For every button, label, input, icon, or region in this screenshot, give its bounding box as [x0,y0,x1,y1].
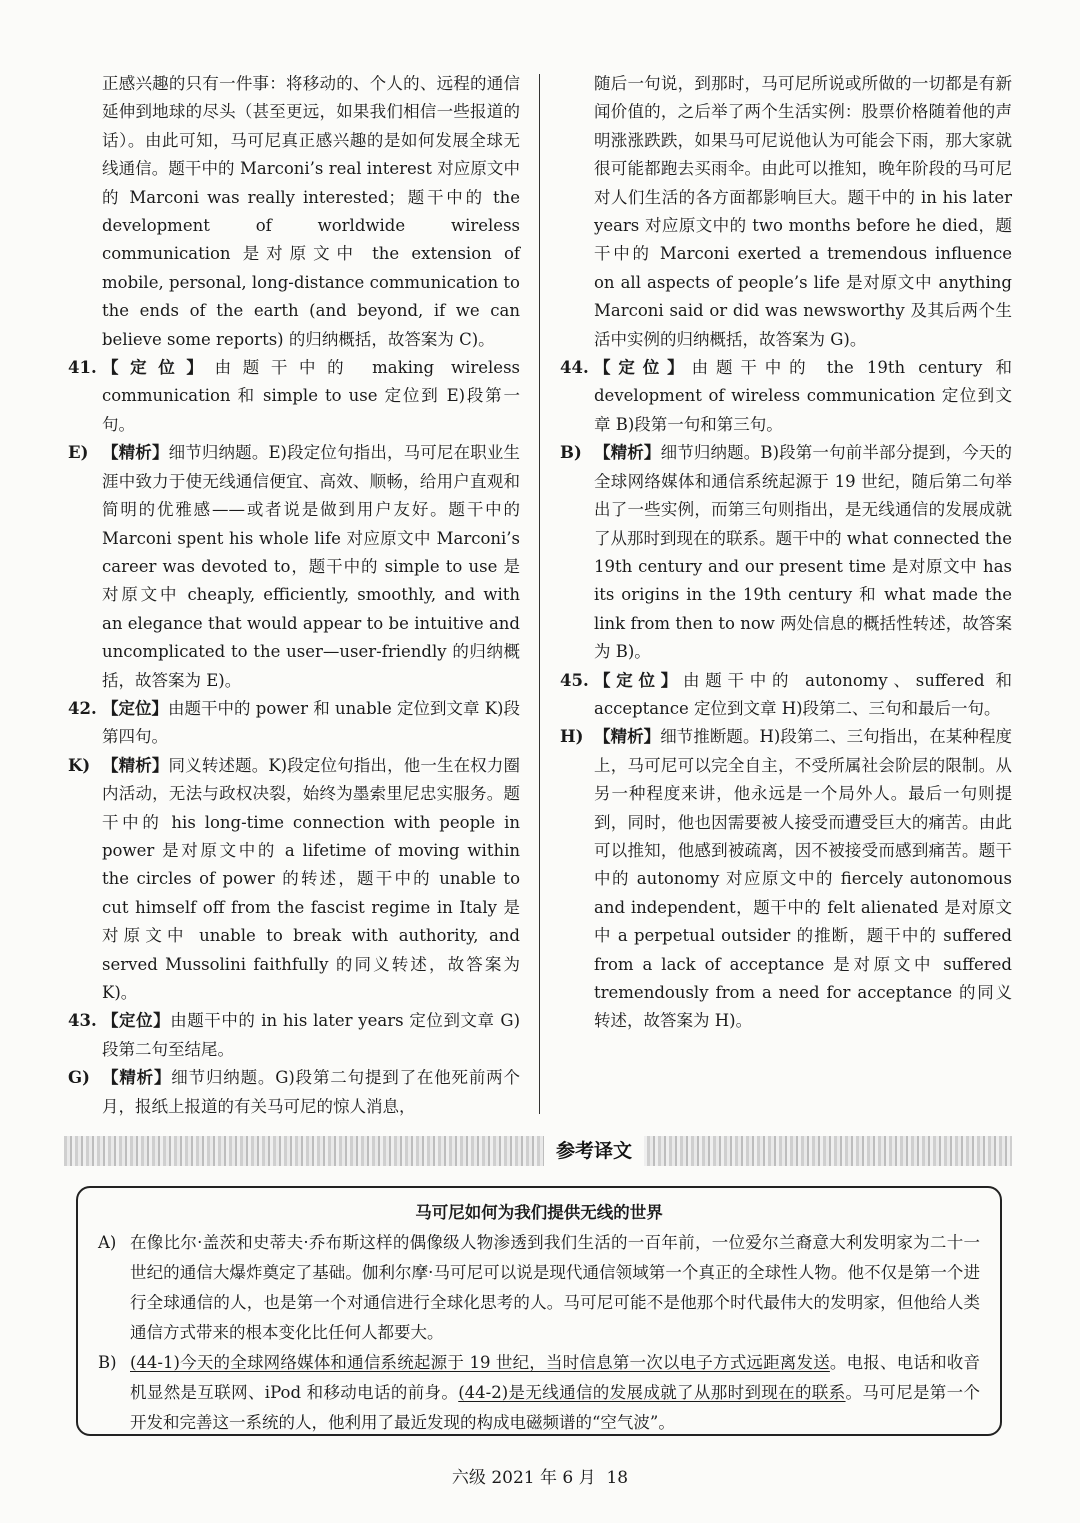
item-tag: 【精析】 [102,755,169,775]
banner-title: 参考译文 [544,1136,644,1166]
item-tag: 【精析】 [594,727,661,747]
item-text: 细节推断题。H)段第二、三句指出，在某种程度上，马可尼可以完全自主，不受所属社会阶层的限制。从另一种程度来讲，他永远是一个局外人。最后一句则提到，同时，他也因需要被人接受而遭受巨大的痛苦。由此可以推知，他感到被疏离，因不被接受而感到痛苦。题干中的 autonomy 对应原文中的 fiercely autonomous and independent，题干中的 felt alienated 是对原文中 a perpetual outsider 的推断，题干中的 suffered from a lack of acceptance 是对原文中 suffered tremendously from a need for acceptance 的同义转述，故答案为 H)。 [594,727,1013,1031]
item-mark: 45. [560,670,589,690]
item-e [68,439,520,695]
left-column [68,70,520,1121]
item-tag: 【精析】 [102,443,169,463]
item-text: 细节归纳题。E)段定位句指出，马可尼在职业生涯中致力于使无线通信便宜、高效、顺畅，给用户直观和简明的优雅感——或者说是做到用户友好。题干中的 Marconi spent his whole life 对应原文中 Marconi’s career was devoted to，题干中的 simple to use 是对原文中 cheaply, efficiently, smoothly, and with an elegance that would appear to be intuitive and uncomplicated to the user—user-friendly 的归纳概括，故答案为 E)。 [102,443,521,690]
item-tag: 【精析】 [594,443,661,463]
item-mark: E) [68,443,89,463]
item-mark: B) [560,443,582,463]
item-tag: 【定位】 [102,698,169,718]
item-tag: 【定位】 [102,358,215,378]
item-44 [560,354,1012,439]
item-g [68,1064,520,1121]
item-text: 由题干中的 autonomy、suffered 和 acceptance 定位到文章 H)段第二、三句和最后一句。 [594,670,1013,718]
item-tag: 【定位】 [594,670,683,690]
page-footer [0,1463,1080,1488]
item-tag: 【精析】 [102,1068,172,1088]
item-42 [68,695,520,752]
item-text: 由题干中的 in his later years 定位到文章 G)段第二句至结尾。 [102,1011,521,1059]
item-41 [68,354,520,439]
para-text: 在像比尔·盖茨和史蒂夫·乔布斯这样的偶像级人物渗透到我们生活的一百年前，一位爱尔兰裔意大利发明家为二十一世纪的通信大爆炸奠定了基础。伽利尔摩·马可尼可以说是现代通信领域第一个真正的全球性人物。他不仅是第一个进行全球通信的人，也是第一个对通信进行全球化思考的人。马可尼可能不是他那个时代最伟大的发明家，但他给人类通信方式带来的根本变化比任何人都要大。 [130,1233,980,1342]
para-mark: B) [98,1353,117,1372]
translation-banner [64,1136,1012,1166]
item-mark: 41. [68,358,97,378]
translation-para-b [98,1348,980,1438]
item-text: 细节归纳题。G)段第二句提到了在他死前两个月，报纸上报道的有关马可尼的惊人消息， [102,1068,521,1116]
item-b [560,439,1012,666]
item-text: 同义转述题。K)段定位句指出，他一生在权力圈内活动，无法与政权决裂，始终为墨索里尼忠实服务。题干中的 his long-time connection with people in power 是对原文中的 a lifetime of moving within the circles of power 的转述，题干中的 unable to cut himself off from the fascist regime in Italy 是对原文中 unable to break with authority, and served Mussolini faithfully 的同义转述，故答案为 K)。 [102,755,521,1002]
column-divider [539,74,540,1114]
right-intro: 随后一句说，到那时，马可尼所说或所做的一切都是有新闻价值的，之后举了两个生活实例：股票价格随着他的声明涨涨跌跌，如果马可尼说他认为可能会下雨，那大家就很可能都跑去买雨伞。由此可以推知，晚年阶段的马可尼对人们生活的各方面都影响巨大。题干中的 in his later years 对应原文中的 two months before he died，题干中的 Marconi exerted a tremendous influence on all aspects of people’s life 是对原文中 anything Marconi said or did was newsworthy 及其后两个生活中实例的归纳概括，故答案为 G)。 [594,74,1012,349]
item-tag: 【定位】 [594,358,692,378]
item-43 [68,1007,520,1064]
item-tag: 【定位】 [102,1011,171,1031]
right-column [560,70,1012,1036]
page-number: 18 [606,1468,629,1488]
item-k [68,752,520,1008]
item-mark: K) [68,755,91,775]
translation-box [76,1186,1002,1436]
item-mark: H) [560,727,584,747]
translation-title: 马可尼如何为我们提供无线的世界 [415,1203,663,1222]
item-mark: G) [68,1068,90,1088]
item-text: 细节归纳题。B)段第一句前半部分提到，今天的全球网络媒体和通信系统起源于 19 世纪，随后第二句举出了一些实例，而第三句则指出，是无线通信的发展成就了从那时到现在的联系。题干中的 what connected the 19th century and our present time 是对原文中 has its origins in the 19th century 和 what made the link from then to now 两处信息的概括性转述，故答案为 B)。 [594,443,1013,662]
underlined-sentence-44-2: (44-2)是无线通信的发展成就了从那时到现在的联系 [458,1383,846,1402]
item-mark: 42. [68,698,97,718]
item-text: 由题干中的 the 19th century 和 development of wireless communication 定位到文章 B)段第一句和第三句。 [594,358,1013,434]
left-intro: 正感兴趣的只有一件事：将移动的、个人的、远程的通信延伸到地球的尽头（甚至更远，如果我们相信一些报道的话）。由此可知，马可尼真正感兴趣的是如何发展全球无线通信。题干中的 Marconi’s real interest 对应原文中的 Marconi was really interested；题干中的 the development of worldwide wireless communication 是对原文中 the extension of mobile, personal, long-distance communication to the ends of the earth (and beyond, if we can believe some reports) 的归纳概括，故答案为 C)。 [102,74,520,349]
item-mark: 43. [68,1011,97,1031]
item-text: 由题干中的 making wireless communication 和 simple to use 定位到 E)段第一句。 [102,358,521,434]
para-text: 。电报、电话和收音机显然是互联网、iPod 和移动电话的前身。 [130,1353,980,1402]
item-h [560,723,1012,1035]
para-mark: A) [98,1233,117,1252]
footer-text: 六级 2021 年 6 月 [451,1468,596,1488]
item-mark: 44. [560,358,589,378]
underlined-sentence-44-1: (44-1)今天的全球网络媒体和通信系统起源于 19 世纪，当时信息第一次以电子方式远距离发送 [130,1353,830,1372]
item-text: 由题干中的 power 和 unable 定位到文章 K)段第四句。 [102,698,520,747]
para-text: 。马可尼是第一个开发和完善这一系统的人，他利用了最近发现的构成电磁频谱的“空气波”。 [130,1383,980,1432]
item-45 [560,667,1012,724]
translation-para-a [98,1228,980,1348]
